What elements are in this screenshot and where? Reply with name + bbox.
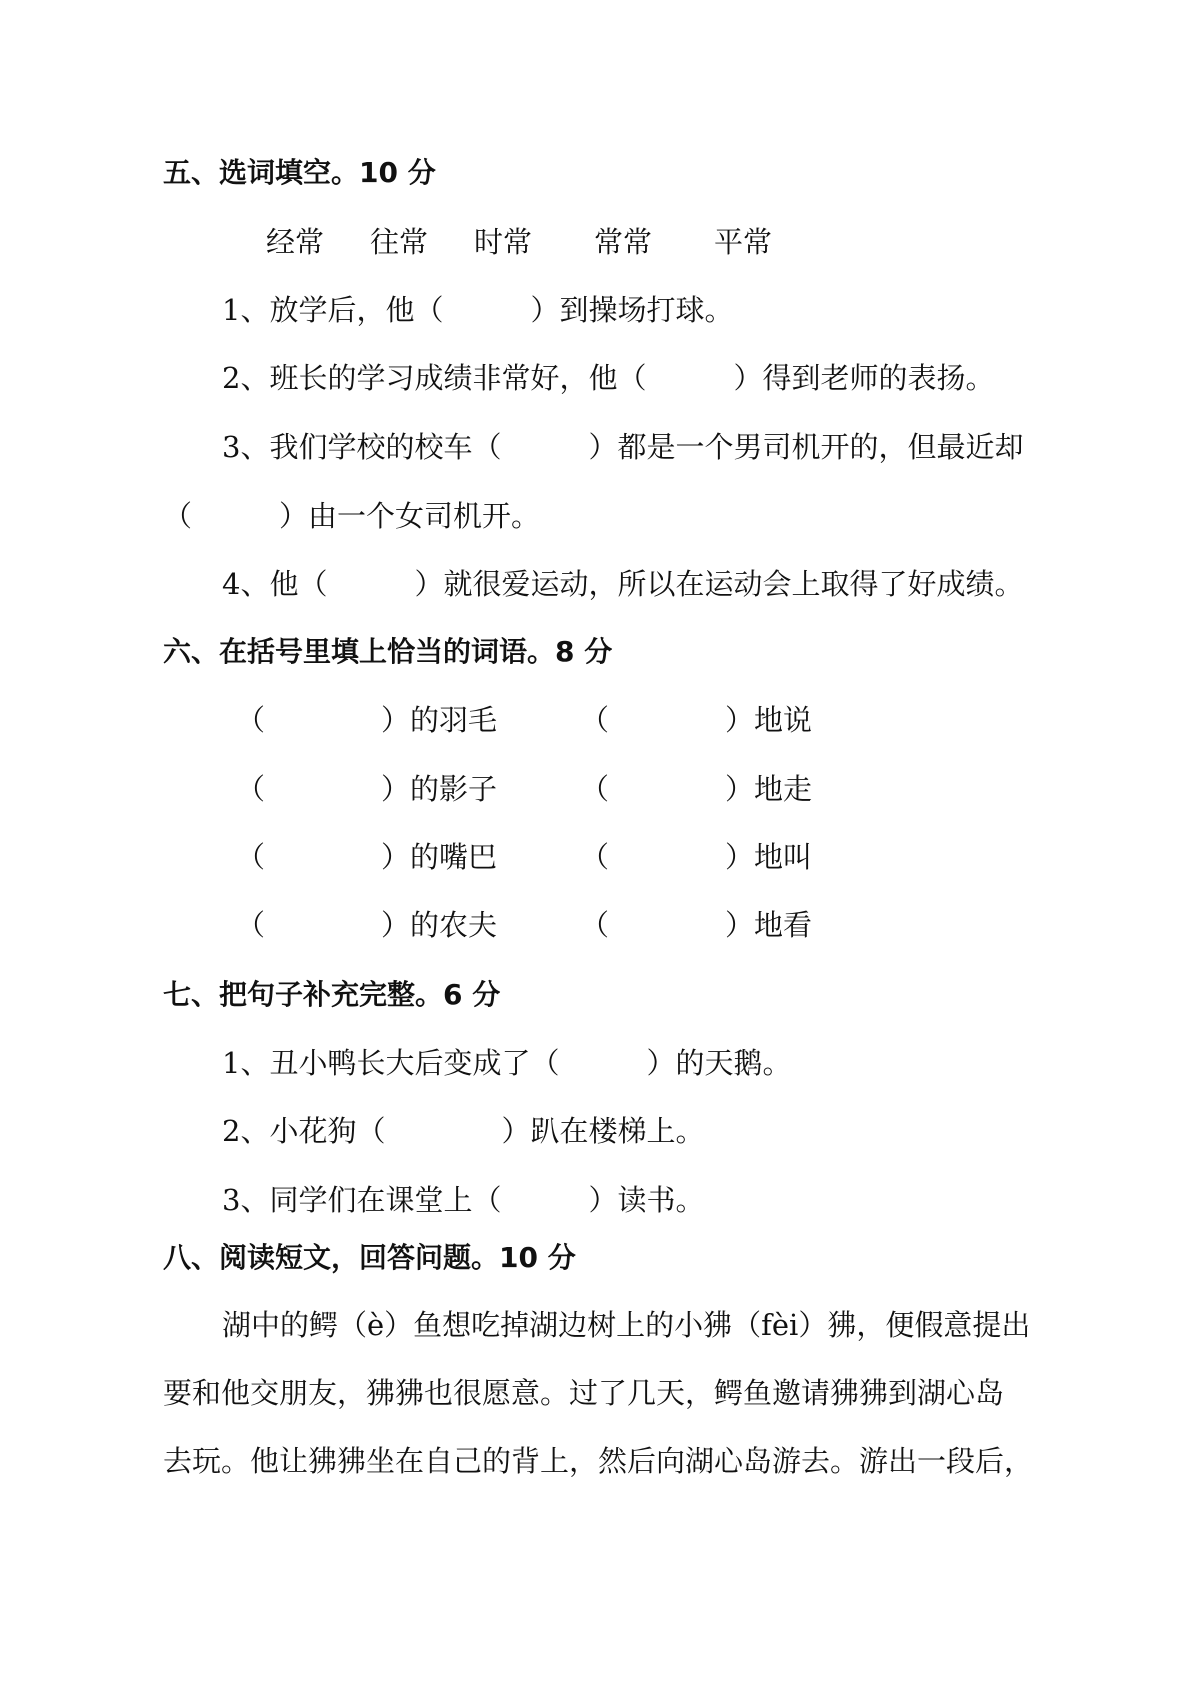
passage-line-3: 去玩。他让狒狒坐在自己的背上，然后向湖心岛游去。游出一段后， — [163, 1444, 1034, 1478]
section-5-question-3: 3、我们学校的校车（ ）都是一个男司机开的，但最近却 — [222, 430, 1024, 464]
section-5-question-3-continued: （ ）由一个女司机开。 — [163, 499, 541, 533]
section-7-question-1: 1、丑小鸭长大后变成了（ ）的天鹅。 — [222, 1046, 792, 1080]
phrase-right: （ ）地说 — [580, 703, 813, 737]
section-5-question-4: 4、他（ ）就很爱运动，所以在运动会上取得了好成绩。 — [222, 567, 1024, 601]
phrase-left: （ ）的农夫 — [236, 908, 498, 942]
word-choice-1: 经常 — [266, 225, 325, 259]
section-5-title: 五、选词填空。10 分 — [163, 156, 436, 189]
passage-line-2: 要和他交朋友，狒狒也很愿意。过了几天，鳄鱼邀请狒狒到湖心岛 — [163, 1376, 1005, 1410]
section-7-question-3: 3、同学们在课堂上（ ）读书。 — [222, 1183, 705, 1217]
word-choice-5: 平常 — [714, 225, 773, 259]
section-7-title: 七、把句子补充完整。6 分 — [163, 978, 501, 1011]
section-5-question-2: 2、班长的学习成绩非常好，他（ ）得到老师的表扬。 — [222, 361, 995, 395]
phrase-left: （ ）的嘴巴 — [236, 840, 498, 874]
phrase-right: （ ）地走 — [580, 772, 813, 806]
word-choice-2: 往常 — [370, 225, 429, 259]
word-choice-3: 时常 — [474, 225, 533, 259]
word-choice-4: 常常 — [594, 225, 653, 259]
section-7-question-2: 2、小花狗（ ）趴在楼梯上。 — [222, 1114, 705, 1148]
phrase-right: （ ）地叫 — [580, 840, 813, 874]
passage-line-1: 湖中的鳄（è）鱼想吃掉湖边树上的小狒（fèi）狒，便假意提出 — [222, 1308, 1031, 1342]
section-8-title: 八、阅读短文，回答问题。10 分 — [163, 1241, 576, 1274]
section-5-question-1: 1、放学后，他（ ）到操场打球。 — [222, 293, 734, 327]
phrase-left: （ ）的影子 — [236, 772, 498, 806]
phrase-right: （ ）地看 — [580, 908, 813, 942]
section-6-title: 六、在括号里填上恰当的词语。8 分 — [163, 635, 613, 668]
phrase-left: （ ）的羽毛 — [236, 703, 498, 737]
